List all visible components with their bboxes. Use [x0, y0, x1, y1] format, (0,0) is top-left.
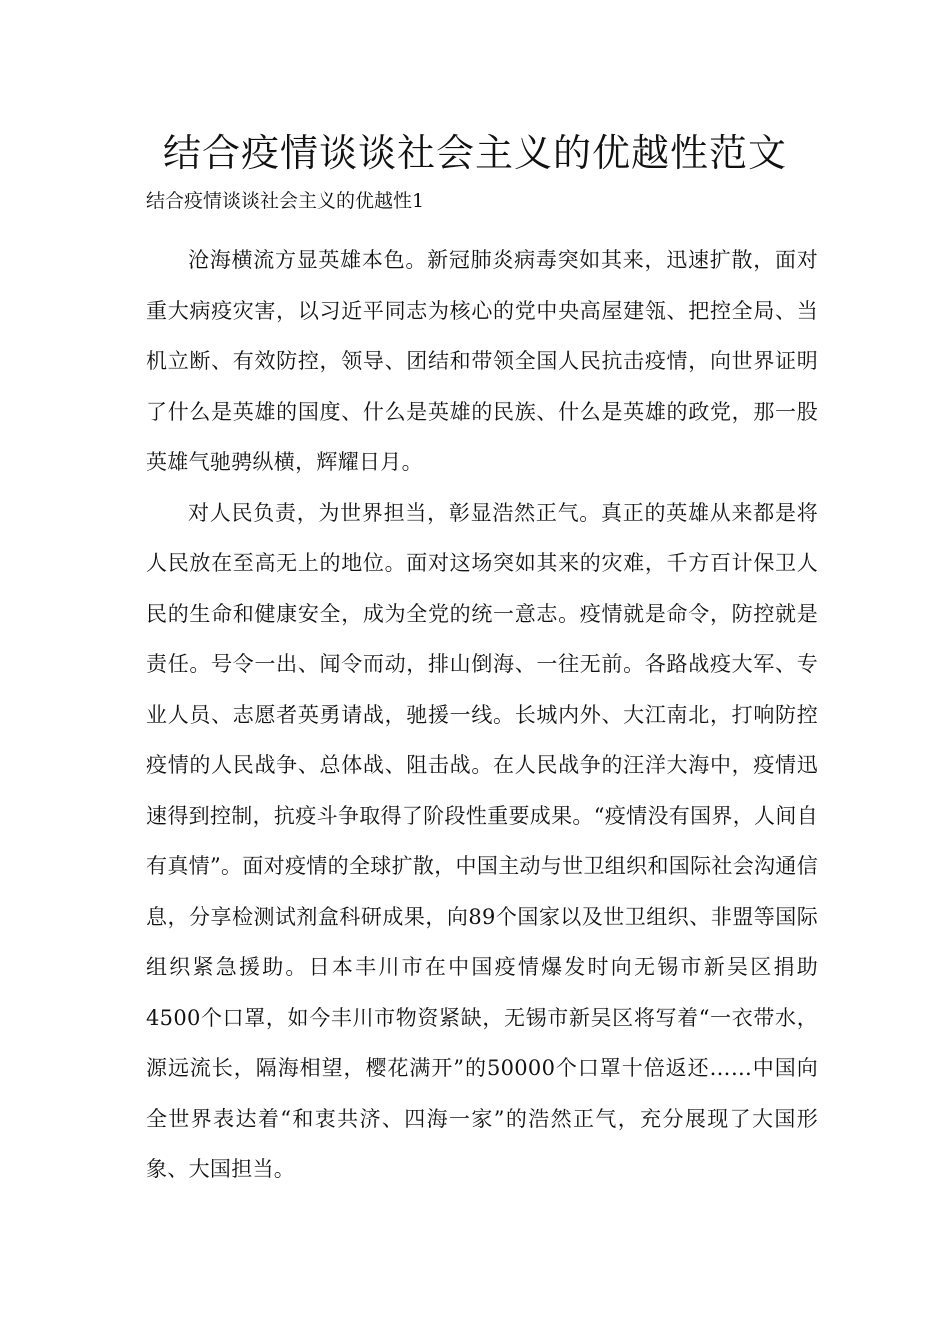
document-title: 结合疫情谈谈社会主义的优越性范文 — [162, 131, 787, 175]
document-body — [146, 235, 818, 1195]
document-subtitle: 结合疫情谈谈社会主义的优越性1 — [146, 190, 425, 212]
paragraph-2: 对人民负责，为世界担当，彰显浩然正气。真正的英雄从来都是将人民放在至高无上的地位。面对这场突如其来的灾难，千方百计保卫人民的生命和健康安全，成为全党的统一意志。疫情就是命令，防控就是责任。号令一出、闻令而动，排山倒海、一往无前。各路战疫大军、专业人员、志愿者英勇请战，驰援一线。长城内外、大江南北，打响防控疫情的人民战争、总体战、阻击战。在人民战争的汪洋大海中，疫情迅速得到控制，抗疫斗争取得了阶段性重要成果。“疫情没有国界，人间自有真情”。面对疫情的全球扩散，中国主动与世卫组织和国际社会沟通信息，分享检测试剂盒科研成果，向89个国家以及世卫组织、非盟等国际组织紧急援助。日本丰川市在中国疫情爆发时向无锡市新吴区捐助4500个口罩，如今丰川市物资紧缺，无锡市新吴区将写着“一衣带水，源远流长，隔海相望，樱花满开”的50000个口罩十倍返还……中国向全世界表达着“和衷共济、四海一家”的浩然正气，充分展现了大国形象、大国担当。 — [146, 500, 818, 1181]
paragraph-1: 沧海横流方显英雄本色。新冠肺炎病毒突如其来，迅速扩散，面对重大病疫灾害，以习近平同志为核心的党中央高屋建瓴、把控全局、当机立断、有效防控，领导、团结和带领全国人民抗击疫情，向世界证明了什么是英雄的国度、什么是英雄的民族、什么是英雄的政党，那一股英雄气驰骋纵横，辉耀日月。 — [146, 248, 818, 474]
